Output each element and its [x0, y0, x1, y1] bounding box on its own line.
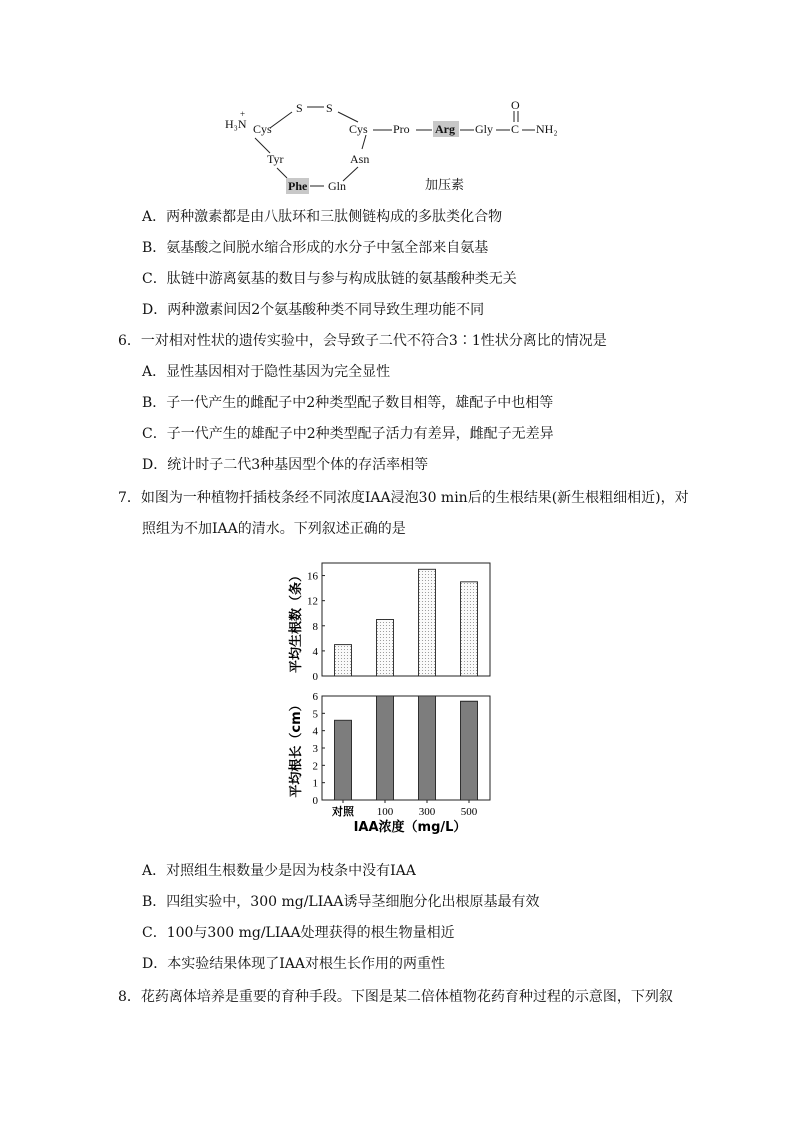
chart-top-ytick-label: 4 [312, 645, 318, 658]
q6-option-a: A．显性基因相对于隐性基因为完全显性 [142, 364, 391, 380]
vasopressin-structure-diagram [220, 95, 580, 195]
chart-bottom-ytick-label: 4 [312, 725, 318, 738]
chart-bottom-ytick-label: 2 [312, 760, 318, 773]
chart-xtick-label: 500 [460, 806, 478, 818]
q7-option-c: C．100与300 mg/LIAA处理获得的根生物量相近 [142, 925, 455, 941]
plus-charge: + [240, 109, 246, 119]
chart-top-ytick-label: 0 [312, 671, 318, 683]
cys-2: Cys [349, 122, 368, 136]
chart-top-ytick-label: 12 [307, 595, 318, 608]
q6-option-c: C．子一代产生的雄配子中2种类型配子活力有差异，雌配子无差异 [142, 426, 554, 442]
q7-option-b: B．四组实验中，300 mg/LIAA诱导茎细胞分化出根原基最有效 [142, 894, 540, 910]
q7-option-a: A．对照组生根数量少是因为枝条中没有IAA [142, 863, 416, 879]
chart-bottom-ylabel: 平均根长（cm） [289, 698, 304, 798]
chart-xlabel: IAA浓度（mg/L） [353, 820, 467, 835]
iaa-root-chart [280, 555, 500, 840]
sulfur-2: S [326, 101, 333, 115]
q7-stem-line1: 7．如图为一种植物扦插枝条经不同浓度IAA浸泡30 min后的生根结果(新生根粗细相近)，对 [118, 490, 689, 506]
nh2: NH₂ [536, 122, 558, 136]
chart-bottom-bar [377, 696, 394, 800]
chart-bottom-bar [461, 701, 478, 800]
q5-option-c: C．肽链中游离氨基的数目与参与构成肽链的氨基酸种类无关 [142, 271, 517, 287]
caption-vasopressin: 加压素 [425, 177, 465, 192]
q7-option-d: D．本实验结果体现了IAA对根生长作用的两重性 [142, 956, 445, 972]
q6-option-b: B．子一代产生的雌配子中2种类型配子数目相等，雄配子中也相等 [142, 395, 554, 411]
chart-bottom-ytick-label: 5 [312, 708, 318, 721]
q5-option-b: B．氨基酸之间脱水缩合形成的水分子中氢全部来自氨基 [142, 240, 489, 256]
phe: Phe [288, 179, 308, 193]
chart-top-ytick-label: 8 [312, 620, 318, 633]
carbon: C [511, 122, 520, 136]
chart-xtick-label: 100 [376, 806, 394, 818]
gly: Gly [475, 122, 493, 136]
q6-stem: 6．一对相对性状的遗传实验中，会导致子二代不符合3∶1性状分离比的情况是 [118, 333, 607, 349]
cys-1: Cys [253, 122, 272, 136]
chart-bottom-panel [313, 691, 491, 818]
q7-stem-line2: 照组为不加IAA的清水。下列叙述正确的是 [142, 521, 406, 537]
chart-top-ytick-label: 16 [307, 570, 318, 583]
tyr: Tyr [267, 152, 284, 166]
chart-top-bar [335, 645, 352, 676]
chart-top-panel [307, 563, 490, 683]
pro: Pro [393, 122, 410, 136]
chart-bottom-ytick-label: 3 [312, 743, 318, 755]
chart-bottom-bar [419, 696, 436, 800]
gln: Gln [328, 179, 346, 193]
chart-top-bar [377, 620, 394, 677]
chart-xtick-label: 300 [418, 806, 436, 818]
sulfur-1: S [296, 101, 303, 115]
chart-xtick-label: 对照 [332, 806, 354, 818]
q5-option-a: A．两种激素都是由八肽环和三肽侧链构成的多肽类化合物 [142, 209, 503, 225]
arg: Arg [435, 122, 455, 136]
chart-bottom-ytick-label: 1 [312, 777, 318, 790]
chart-top-bar [419, 569, 436, 676]
q6-option-d: D．统计时子二代3种基因型个体的存活率相等 [142, 457, 429, 473]
q8-stem: 8．花药离体培养是重要的育种手段。下图是某二倍体植物花药育种过程的示意图，下列叙 [118, 989, 673, 1005]
chart-bottom-ytick-label: 6 [312, 691, 318, 703]
chart-top-bar [461, 582, 478, 676]
q5-option-d: D．两种激素间因2个氨基酸种类不同导致生理功能不同 [142, 302, 485, 318]
chart-bottom-bar [335, 720, 352, 800]
oxygen: O [511, 98, 520, 112]
asn: Asn [350, 152, 370, 166]
chart-bottom-ytick-label: 0 [312, 795, 318, 807]
chart-top-ylabel: 平均生根数（条） [289, 568, 304, 674]
h3n-label: H₃N [225, 117, 247, 131]
